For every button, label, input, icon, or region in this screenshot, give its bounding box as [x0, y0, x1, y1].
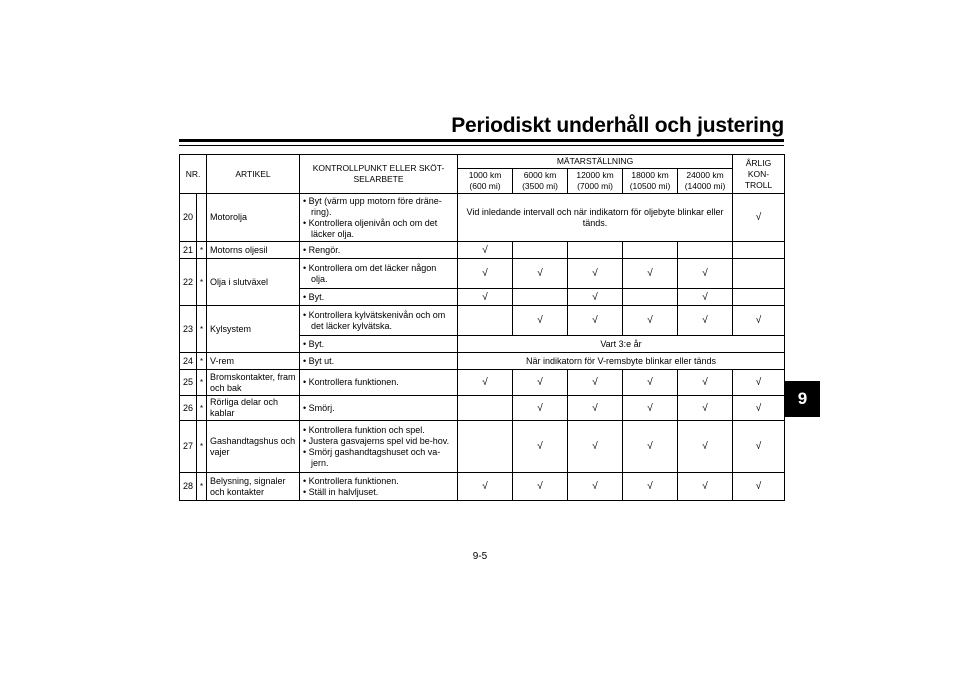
check-cell: √ — [678, 396, 733, 421]
check-cell — [623, 289, 678, 306]
check-point-item: • Kontrollera kylvätskenivån och om det läcker kylvätska. — [303, 310, 454, 332]
article-name: Rörliga delar och kablar — [207, 396, 300, 421]
article-name: Bromskontakter, fram och bak — [207, 370, 300, 396]
check-cell: √ — [733, 421, 785, 473]
table-row — [180, 242, 785, 259]
check-points — [300, 194, 458, 242]
page-number: 9-5 — [472, 551, 488, 562]
check-cell: √ — [458, 242, 513, 259]
table-row — [180, 194, 785, 242]
check-cell: √ — [458, 259, 513, 289]
dealer-asterisk: * — [197, 421, 207, 473]
check-cell — [733, 259, 785, 289]
check-cell: √ — [458, 473, 513, 501]
check-cell: √ — [733, 396, 785, 421]
check-point-item: • Kontrollera funktionen. — [303, 476, 454, 487]
table-row — [180, 421, 785, 473]
dealer-asterisk: * — [197, 370, 207, 396]
header-interval: 24000 km (14000 mi) — [678, 169, 733, 194]
check-points — [300, 473, 458, 501]
header-nr: NR. — [180, 155, 207, 194]
check-points — [300, 353, 458, 370]
header-interval: 18000 km (10500 mi) — [623, 169, 678, 194]
article-name: Gashandtagshus och vajer — [207, 421, 300, 473]
check-points — [300, 421, 458, 473]
check-point-item: • Kontrollera om det läcker någon olja. — [303, 263, 454, 285]
row-number: 20 — [180, 194, 197, 242]
table-row — [180, 396, 785, 421]
check-cell: √ — [568, 370, 623, 396]
check-cell — [678, 242, 733, 259]
row-number: 28 — [180, 473, 197, 501]
check-cell: √ — [568, 396, 623, 421]
article-name: Motorolja — [207, 194, 300, 242]
header-kontroll: KONTROLLPUNKT ELLER SKÖT-SELARBETE — [300, 155, 458, 194]
check-point-item: • Kontrollera funktion och spel. — [303, 425, 454, 436]
interval-note: När indikatorn för V-remsbyte blinkar eller tänds — [458, 353, 785, 370]
check-cell — [733, 289, 785, 306]
dealer-asterisk: * — [197, 473, 207, 501]
check-point-item: • Rengör. — [303, 245, 454, 256]
check-cell: √ — [623, 473, 678, 501]
check-cell: √ — [568, 473, 623, 501]
check-cell — [458, 306, 513, 336]
check-cell: √ — [458, 370, 513, 396]
page-title: Periodiskt underhåll och justering — [451, 114, 784, 137]
check-cell: √ — [623, 306, 678, 336]
check-point-item: • Byt (värm upp motorn före dräne-ring). — [303, 196, 454, 218]
row-number: 26 — [180, 396, 197, 421]
check-cell: √ — [513, 370, 568, 396]
check-cell: √ — [513, 421, 568, 473]
header-matarstallning: MÄTARSTÄLLNING — [458, 155, 733, 169]
check-cell: √ — [568, 259, 623, 289]
check-point-item: • Kontrollera funktionen. — [303, 377, 454, 388]
header-interval: 12000 km (7000 mi) — [568, 169, 623, 194]
check-points — [300, 370, 458, 396]
check-points — [300, 242, 458, 259]
check-cell: √ — [513, 306, 568, 336]
check-cell: √ — [678, 306, 733, 336]
check-cell: √ — [678, 473, 733, 501]
check-cell: √ — [623, 370, 678, 396]
check-cell — [568, 242, 623, 259]
check-points — [300, 306, 458, 336]
check-cell — [733, 242, 785, 259]
check-point-item: • Justera gasvajerns spel vid be-hov. — [303, 436, 454, 447]
check-cell: √ — [513, 473, 568, 501]
table-row — [180, 306, 785, 336]
check-point-item: • Byt. — [303, 292, 454, 303]
check-cell: √ — [458, 289, 513, 306]
check-point-item: • Smörj gashandtagshuset och va-jern. — [303, 447, 454, 469]
check-point-item: • Byt. — [303, 339, 454, 350]
check-cell — [513, 242, 568, 259]
article-name: Motorns oljesil — [207, 242, 300, 259]
check-points — [300, 336, 458, 353]
check-points — [300, 289, 458, 306]
table-row — [180, 473, 785, 501]
title-rule-thick — [179, 139, 784, 142]
title-rule-thin — [179, 145, 784, 146]
row-number: 24 — [180, 353, 197, 370]
dealer-asterisk: * — [197, 396, 207, 421]
row-number: 27 — [180, 421, 197, 473]
check-cell — [513, 289, 568, 306]
check-points — [300, 259, 458, 289]
article-name: Belysning, signaler och kontakter — [207, 473, 300, 501]
check-cell: √ — [623, 259, 678, 289]
dealer-asterisk: * — [197, 306, 207, 353]
check-cell — [458, 396, 513, 421]
dealer-asterisk: * — [197, 259, 207, 306]
row-number: 25 — [180, 370, 197, 396]
interval-note: Vart 3:e år — [458, 336, 785, 353]
check-point-item: • Kontrollera oljenivån och om det läcker olja. — [303, 218, 454, 240]
check-point-item: • Ställ in halvljuset. — [303, 487, 454, 498]
check-point-item: • Byt ut. — [303, 356, 454, 367]
interval-note: Vid inledande intervall och när indikatorn för oljebyte blinkar eller tänds. — [458, 194, 733, 242]
table-row — [180, 353, 785, 370]
check-cell: √ — [568, 289, 623, 306]
header-interval: 1000 km (600 mi) — [458, 169, 513, 194]
check-cell: √ — [678, 289, 733, 306]
dealer-asterisk — [197, 194, 207, 242]
check-cell: √ — [623, 421, 678, 473]
article-name: Olja i slutväxel — [207, 259, 300, 306]
row-number: 22 — [180, 259, 197, 306]
check-points — [300, 396, 458, 421]
article-name: V-rem — [207, 353, 300, 370]
check-cell: √ — [568, 306, 623, 336]
table-row — [180, 259, 785, 289]
check-cell: √ — [678, 259, 733, 289]
check-cell: √ — [513, 396, 568, 421]
check-cell — [458, 421, 513, 473]
row-number: 21 — [180, 242, 197, 259]
check-cell: √ — [733, 194, 785, 242]
check-cell: √ — [678, 370, 733, 396]
dealer-asterisk: * — [197, 353, 207, 370]
check-point-item: • Smörj. — [303, 403, 454, 414]
header-artikel: ARTIKEL — [207, 155, 300, 194]
chapter-tab[interactable]: 9 — [785, 381, 820, 417]
check-cell: √ — [513, 259, 568, 289]
header-arlig-kontroll: ÅRLIG KON-TROLL — [733, 155, 785, 194]
dealer-asterisk: * — [197, 242, 207, 259]
check-cell: √ — [678, 421, 733, 473]
row-number: 23 — [180, 306, 197, 353]
check-cell: √ — [733, 370, 785, 396]
check-cell: √ — [733, 473, 785, 501]
header-interval: 6000 km (3500 mi) — [513, 169, 568, 194]
check-cell: √ — [623, 396, 678, 421]
check-cell: √ — [568, 421, 623, 473]
check-cell — [623, 242, 678, 259]
check-cell: √ — [733, 306, 785, 336]
maintenance-table — [179, 154, 785, 501]
article-name: Kylsystem — [207, 306, 300, 353]
table-row — [180, 370, 785, 396]
